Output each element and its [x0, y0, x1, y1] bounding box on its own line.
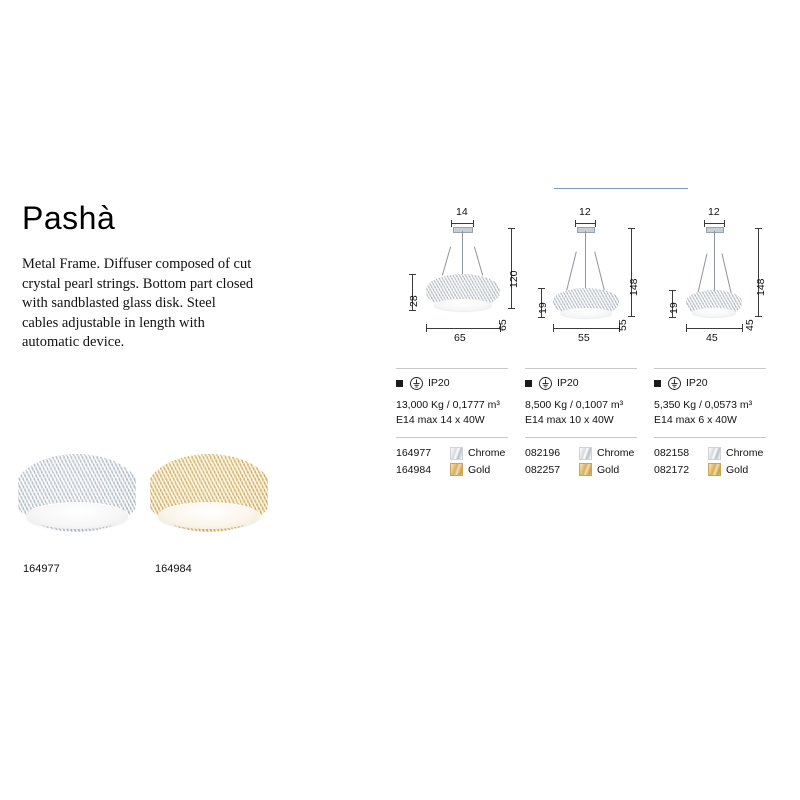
dim-body-height: 19: [537, 302, 549, 314]
photo-image-gold: [150, 440, 268, 535]
code-number: 164977: [396, 447, 432, 460]
lamp-spec: E14 max 6 x 40W: [654, 414, 737, 427]
class-ii-icon: [525, 380, 532, 387]
technical-drawing-3: [654, 206, 766, 368]
lamp-spec: E14 max 14 x 40W: [396, 414, 485, 427]
ip-rating: IP20: [686, 377, 708, 389]
product-info: [22, 200, 272, 353]
finish-label: Gold: [597, 463, 620, 476]
header-rule: [554, 188, 688, 189]
code-number: 082158: [654, 447, 690, 460]
finish-swatch-gold: [450, 463, 463, 476]
class-ii-icon: [396, 380, 403, 387]
code-row[interactable]: [396, 445, 508, 461]
dim-body-height: 19: [668, 302, 680, 314]
dim-depth: 65: [497, 319, 509, 331]
dim-canopy-width: 12: [708, 206, 720, 218]
code-row[interactable]: [525, 462, 637, 478]
finish-label: Chrome: [597, 447, 635, 460]
weight-volume: 5,350 Kg / 0,0573 m³: [654, 399, 753, 411]
code-row[interactable]: [525, 445, 637, 461]
section-divider: [396, 368, 508, 369]
dim-canopy-width: 14: [456, 206, 468, 218]
dim-total-height: 148: [628, 278, 640, 296]
dim-depth: 45: [744, 319, 756, 331]
weight-volume: 13,000 Kg / 0,1777 m³: [396, 399, 500, 411]
product-codes-3: [654, 437, 766, 478]
finish-label: Gold: [468, 463, 491, 476]
finish-label: Chrome: [468, 447, 506, 460]
code-number: 164984: [396, 463, 432, 476]
product-description: Metal Frame. Diffuser composed of cut crystal pearl strings. Bottom part closed with sandblasted glass disk. Steel cables adjustable in length with automatic device.: [22, 256, 254, 351]
lamp-glass-disk-graphic: [26, 502, 128, 529]
finish-label: Chrome: [726, 447, 764, 460]
photo-image-chrome: [18, 440, 136, 535]
product-photo-gold: [150, 440, 268, 575]
dim-total-height: 120: [508, 270, 520, 288]
code-number: 082257: [525, 463, 561, 476]
code-number: 082172: [654, 463, 690, 476]
lamp-spec: E14 max 10 x 40W: [525, 414, 614, 427]
ip-rating: IP20: [428, 377, 450, 389]
dim-body-height: 28: [408, 295, 420, 307]
technical-drawing-1: [396, 206, 520, 368]
glass-disk-graphic: [692, 308, 736, 317]
dim-depth: 55: [617, 319, 629, 331]
earth-ground-icon: [668, 377, 681, 390]
lamp-glass-disk-graphic: [158, 502, 260, 529]
finish-swatch-chrome: [579, 447, 592, 460]
product-photo-chrome: [18, 440, 136, 575]
weight-volume: 8,500 Kg / 0,1007 m³: [525, 399, 624, 411]
protection-icons-row: [654, 375, 766, 391]
finish-swatch-chrome: [708, 447, 721, 460]
product-codes-1: [396, 437, 508, 478]
dim-width: 55: [578, 332, 590, 344]
dim-width: 65: [454, 332, 466, 344]
ip-rating: IP20: [557, 377, 579, 389]
protection-icons-row: [396, 375, 508, 391]
section-divider: [525, 368, 637, 369]
code-row[interactable]: [654, 462, 766, 478]
page-title: Pashà: [22, 200, 116, 236]
code-number: 082196: [525, 447, 561, 460]
section-divider: [654, 368, 766, 369]
variant-column-2: [525, 206, 640, 478]
earth-ground-icon: [410, 377, 423, 390]
finish-label: Gold: [726, 463, 749, 476]
code-row[interactable]: [396, 462, 508, 478]
product-codes-2: [525, 437, 637, 478]
glass-disk-graphic: [560, 308, 612, 318]
class-ii-icon: [654, 380, 661, 387]
dim-canopy-width: 12: [579, 206, 591, 218]
variant-column-1: [396, 206, 520, 478]
earth-ground-icon: [539, 377, 552, 390]
dim-total-height: 148: [755, 278, 767, 296]
finish-swatch-gold: [579, 463, 592, 476]
finish-swatch-gold: [708, 463, 721, 476]
code-row[interactable]: [654, 445, 766, 461]
dim-width: 45: [706, 332, 718, 344]
finish-swatch-chrome: [450, 447, 463, 460]
technical-drawing-2: [525, 206, 640, 368]
product-photo-gallery: [10, 440, 270, 580]
glass-disk-graphic: [434, 299, 492, 311]
photo-caption: 164977: [23, 563, 60, 575]
variant-column-3: [654, 206, 766, 478]
photo-caption: 164984: [155, 563, 192, 575]
protection-icons-row: [525, 375, 637, 391]
